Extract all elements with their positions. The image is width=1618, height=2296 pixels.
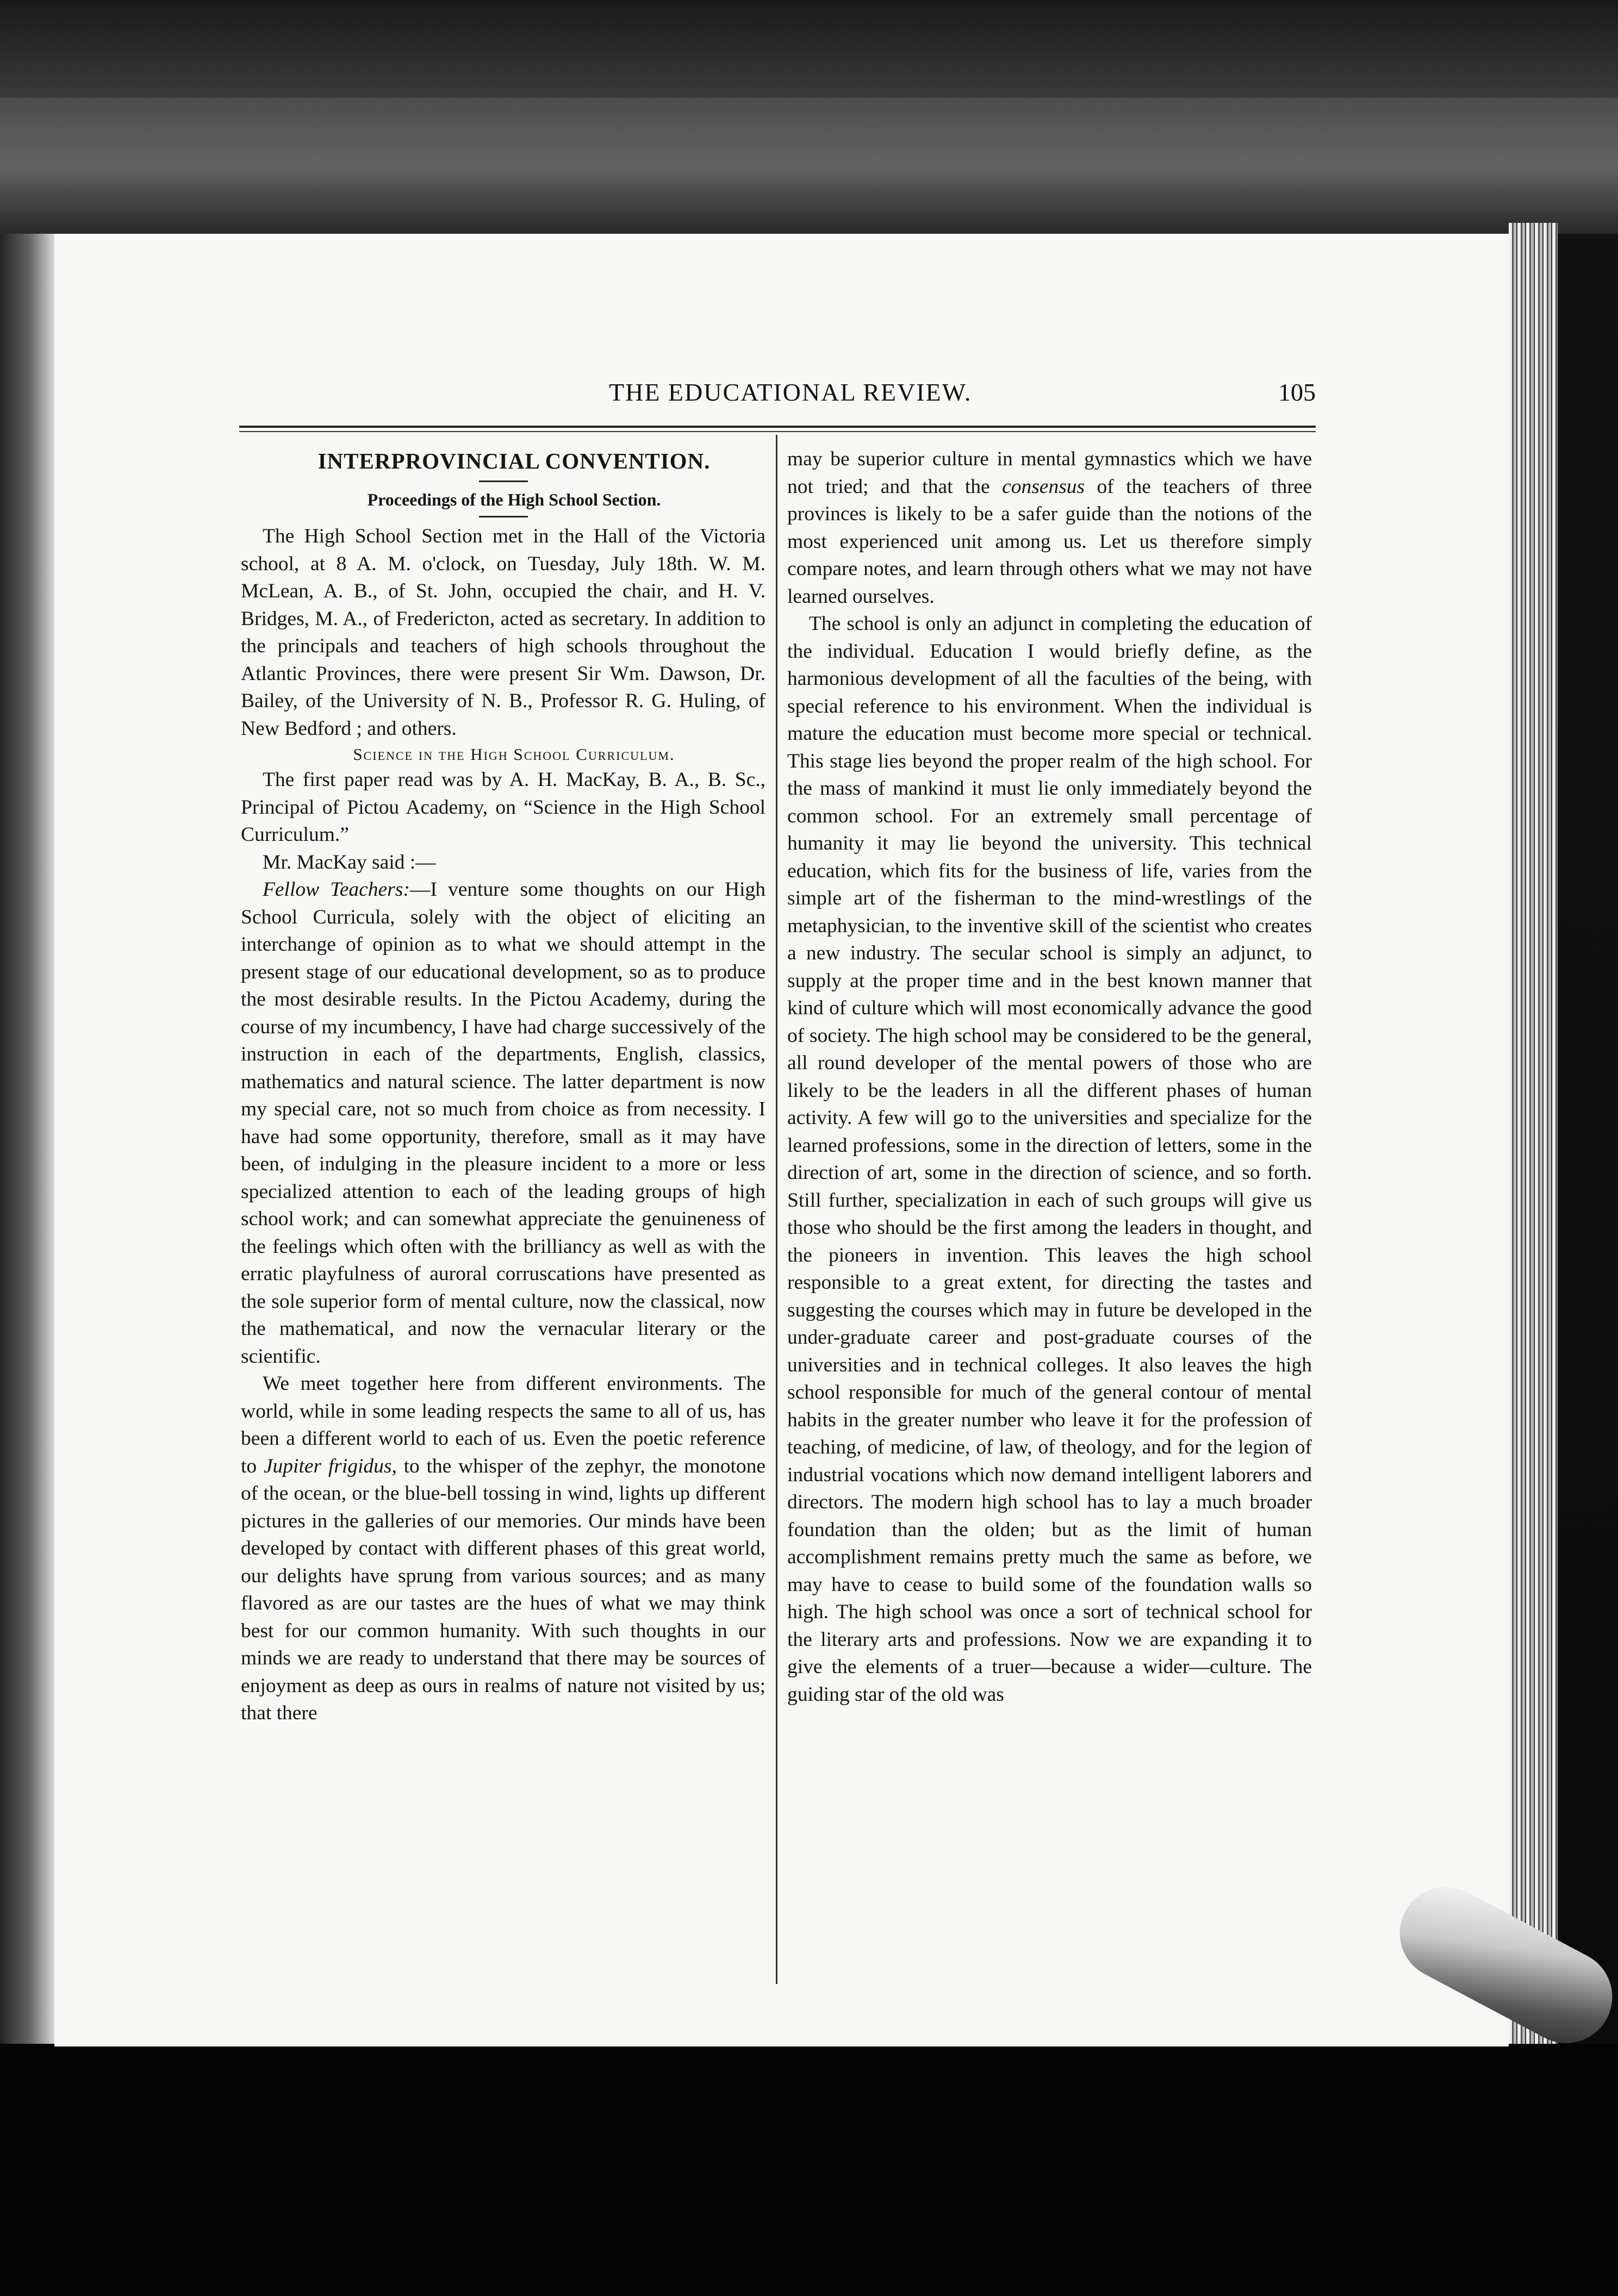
consensus-word: consensus xyxy=(1002,475,1085,498)
page-stack-edge xyxy=(1509,223,1558,2049)
section-rule xyxy=(479,516,528,517)
school-paragraph: The school is only an adjunct in completing the education of the individual. Education I would briefly define, as the harmonious development of all the faculties of the being, with special reference to his environment. When the individual is mature the education must become more special or technical. This stage lies beyond the proper realm of the high school. For the mass of mankind it must lie only immediately beyond the common school. For an extremely small percentage of humanity it may lie beyond the university. This technical education, which fits for the business of life, varies from the simple art of the fisherman to the mind-wrestlings of the metaphysician, to the inventive skill of the scientist who creates a new industry. The secular school is simply an adjunct, to supply at the proper time and in the best known manner that kind of culture which will most economically advance the good of society. The high school may be considered to be the general, all round developer of the mental powers of those who are likely to be the leaders in all the different phases of human activity. A few will go to the universities and specialize for the learned professions, some in the direction of letters, some in the direction of art, some in the direction of science, and so forth. Still further, specialization in each of such groups will give us those who should be the first among the leaders in thought, and the pioneers in invention. This leaves the high school responsible to a great extent, for directing the tastes and suggesting the courses which may in future be developed in the under-graduate career and post-graduate courses of the universities and in technical colleges. It also leaves the high school responsible for much of the general contour of mental habits in the greater number who leave it for the profession of teaching, of medicine, of law, of theology, and for the legion of industrial vocations which now demand intelligent laborers and directors. The modern high school has to lay a much broader foundation than the olden; but as the limit of human accomplishment remains pretty much the same as before, we may have to cease to build some of the foundation walls so high. The high school was once a sort of technical school for the literary arts and professions. Now we are expanding it to give the elements of a truer—because a wider—culture. The guiding star of the old was xyxy=(787,613,1312,1706)
header-rule-thin xyxy=(239,431,1316,432)
left-column xyxy=(241,446,766,1727)
continued-text-b: of the teachers of three provinces is likely to be a safer guide than the notions of the most experienced unit among us. Let us therefore simply compare notes, and learn through others what we may not have learned ourselves. xyxy=(787,475,1312,608)
continued-text-a: may be superior culture in mental gymnastics which we have not tried; and that the xyxy=(787,448,1312,498)
said-paragraph: Mr. MacKay said :— xyxy=(263,851,436,874)
title-rule xyxy=(479,481,528,482)
column-divider xyxy=(776,435,777,1984)
right-column xyxy=(787,446,1312,1708)
journal-title: THE EDUCATIONAL REVIEW. xyxy=(609,378,972,406)
subheading: Science in the High School Curriculum. xyxy=(353,745,675,764)
fellow-teachers-lead: Fellow Teachers: xyxy=(263,878,410,901)
section-label: Proceedings of the High School Section. xyxy=(367,490,661,509)
book-spine-shadow xyxy=(0,234,54,2044)
jupiter-frigidus: Jupiter frigidus xyxy=(263,1455,392,1477)
meet-together-text-b: , to the whisper of the zephyr, the monotone of the ocean, or the blue-bell tossing in wind, lights up different pictures in the galleries of our memories. Our minds have been developed by contact with different phases of this great world, our delights have sprung from various sources; and as many flavored as are our tastes are the hues of what we may think best for our common humanity. With such thoughts in our minds we are ready to understand that there may be sources of enjoyment as deep as ours in realms of nature not visited by us; that there xyxy=(241,1455,766,1724)
fellow-teachers-text: —I venture some thoughts on our High School Curricula, solely with the object of eliciting an interchange of opinion as to what we should attempt in the present stage of our educational development, so as to produce the most desirable results. In the Pictou Academy, during the course of my incumbency, I have had charge successively of the instruction in each of the departments, English, classics, mathematics and natural science. The latter department is now my special care, not so much from choice as from necessity. I have had some opportunity, therefore, small as it may have been, of indulging in the pleasure incident to a more or less specialized attention to each of the leading groups of high school work; and can somewhat appreciate the genuineness of the feelings which often with the brilliancy as well as with the erratic playfulness of auroral corruscations have presented as the sole superior form of mental culture, now the classical, now the mathematical, and now the vernacular literary or the scientific. xyxy=(241,878,766,1368)
meet-together-paragraph xyxy=(241,1370,766,1727)
page-number: 105 xyxy=(1278,378,1316,406)
fellow-teachers-paragraph xyxy=(241,876,766,1370)
header-rule-thick xyxy=(239,426,1316,428)
book-top-edge xyxy=(0,98,1618,234)
first-paper-paragraph: The first paper read was by A. H. MacKay, B. A., B. Sc., Principal of Pictou Academy, on “Science in the High School Curriculum.” xyxy=(241,769,766,846)
intro-paragraph: The High School Section met in the Hall of the Victoria school, at 8 A. M. o'clock, on Tuesday, July 18th. W. M. McLean, A. B., of St. John, occupied the chair, and H. V. Bridges, M. A., of Fredericton, acted as secretary. In addition to the principals and teachers of high schools throughout the Atlantic Provinces, there were present Sir Wm. Dawson, Dr. Bailey, of the University of N. B., Professor R. G. Huling, of New Bedford ; and others. xyxy=(241,525,766,740)
meet-together-text-a: We meet together here from different environments. The world, while in some leading respects the same to all of us, has been a different world to each of us. Even the poetic reference to xyxy=(241,1372,766,1477)
article-title: INTERPROVINCIAL CONVENTION. xyxy=(318,448,711,473)
bottom-shadow xyxy=(0,2044,1618,2296)
running-header xyxy=(239,378,1316,416)
continued-paragraph xyxy=(787,446,1312,610)
